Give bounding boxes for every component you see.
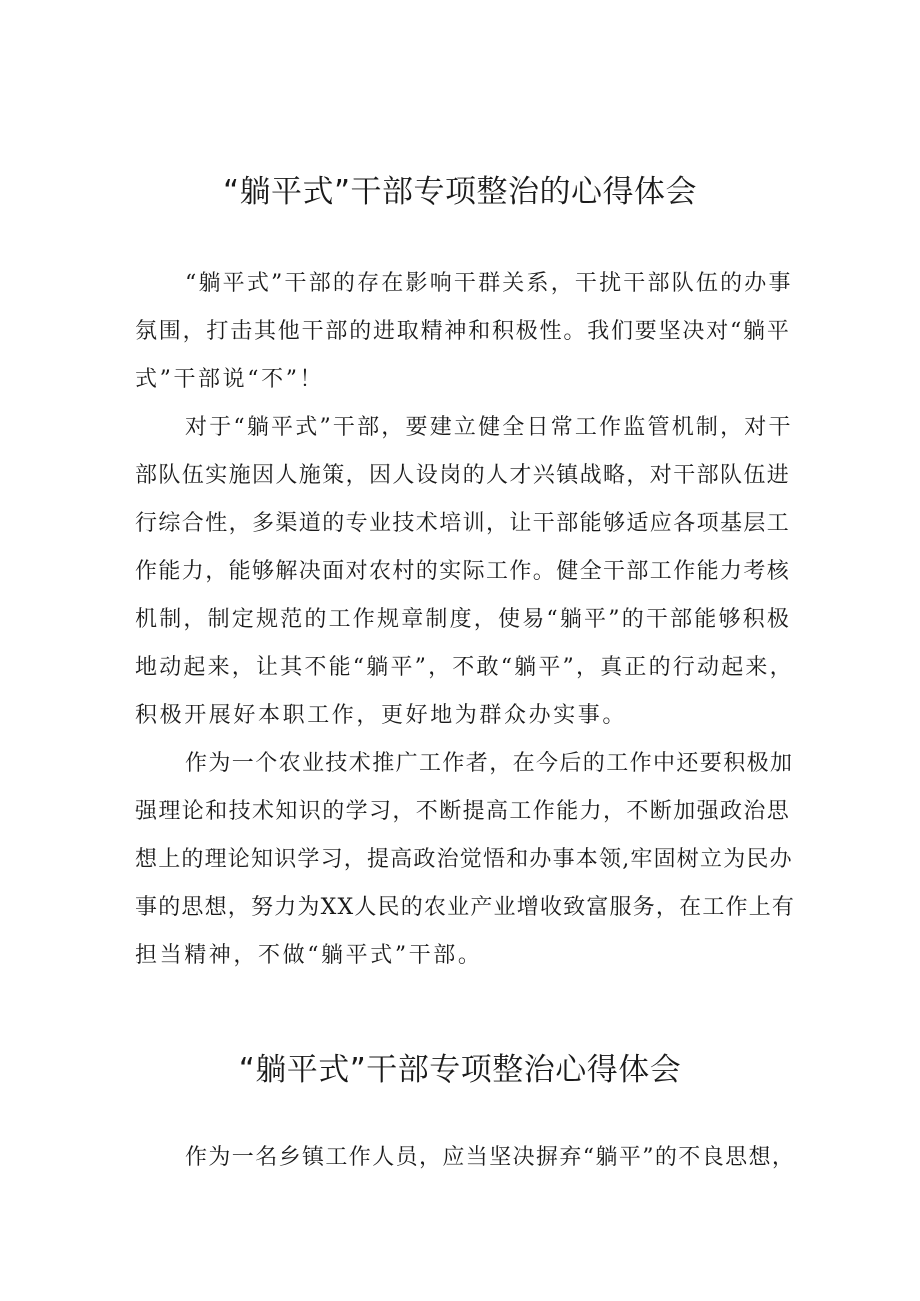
paragraph-line: 作能力，能够解决面对农村的实际工作。健全干部工作能力考核 xyxy=(135,559,791,584)
paragraph-1 xyxy=(135,260,795,404)
paragraph-line: 行综合性，多渠道的专业技术培训，让干部能够适应各项基层工 xyxy=(135,511,791,536)
paragraph-line: 机制，制定规范的工作规章制度，使易“躺平”的干部能够积极 xyxy=(135,607,792,632)
section-title: “躺平式”干部专项整治心得体会 xyxy=(238,1052,682,1088)
paragraph-line: 强理论和技术知识的学习，不断提高工作能力，不断加强政治思 xyxy=(135,799,791,824)
page-title: “躺平式”干部专项整治的心得体会 xyxy=(222,174,698,210)
paragraph-line: 担当精神，不做“躺平式”干部。 xyxy=(135,943,483,968)
paragraph-line: 积极开展好本职工作，更好地为群众办实事。 xyxy=(135,703,628,728)
paragraph-line: 式”干部说“不”！ xyxy=(135,367,325,392)
paragraph-2 xyxy=(135,404,795,740)
paragraph-line: “躺平式”干部的存在影响干群关系，干扰干部队伍的办事 xyxy=(185,271,793,296)
paragraph-3 xyxy=(135,740,795,980)
paragraph-line: 氛围，打击其他干部的进取精神和积极性。我们要坚决对“躺平 xyxy=(135,319,791,344)
paragraph-line: 想上的理论知识学习，提高政治觉悟和办事本领,牢固树立为民办 xyxy=(135,847,793,872)
paragraph-line: 作为一名乡镇工作人员，应当坚决摒弃“躺平”的不良思想， xyxy=(185,1145,796,1170)
paragraph-4 xyxy=(135,1134,795,1182)
paragraph-line: 对于“躺平式”干部，要建立健全日常工作监管机制，对干 xyxy=(185,415,793,440)
paragraph-line: 部队伍实施因人施策，因人设岗的人才兴镇战略，对干部队伍进 xyxy=(135,463,791,488)
paragraph-line: 作为一个农业技术推广工作者，在今后的工作中还要积极加 xyxy=(185,751,794,776)
paragraph-line: 事的思想，努力为XX人民的农业产业增收致富服务，在工作上有 xyxy=(135,895,796,920)
paragraph-line: 地动起来，让其不能“躺平”，不敢“躺平”，真正的行动起来， xyxy=(135,655,794,680)
